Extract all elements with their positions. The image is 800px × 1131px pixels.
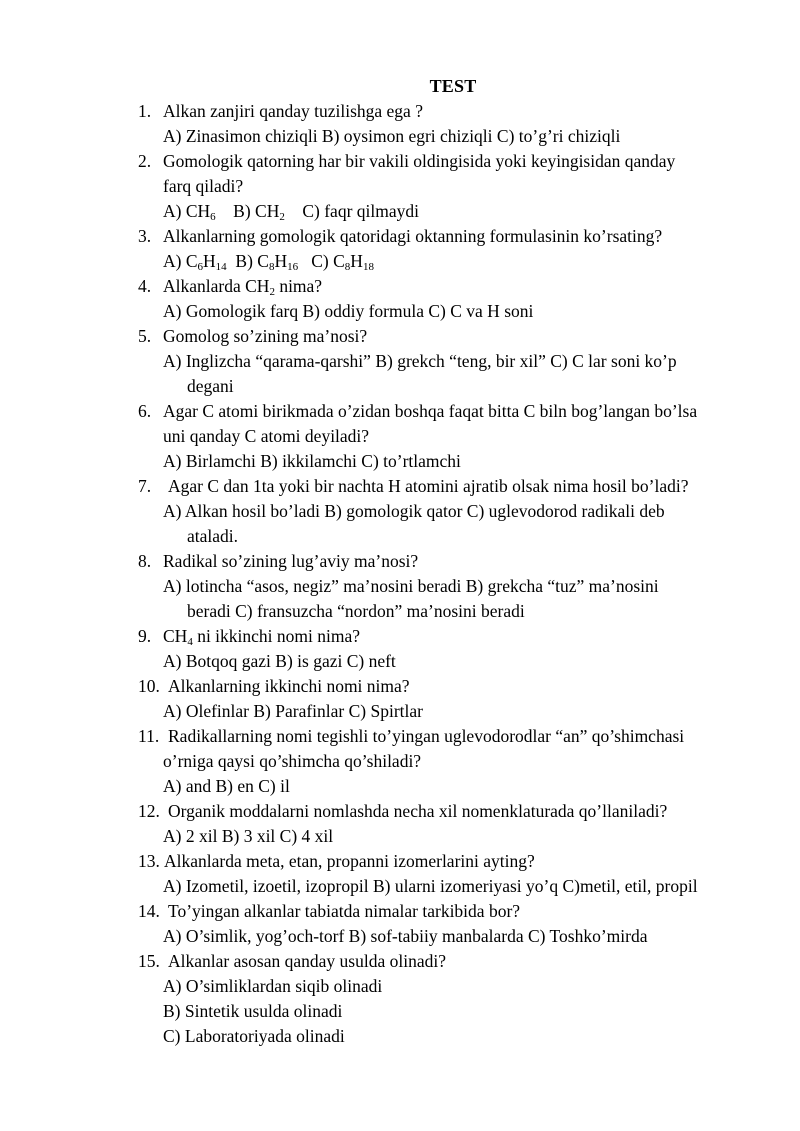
question-text: To’yingan alkanlar tabiatda nimalar tarkibida bor? (168, 901, 521, 921)
answer-options: A) lotincha “asos, negiz” ma’nosini beradi B) grekcha “tuz” ma’nosini (163, 576, 659, 596)
question-text: Organik moddalarni nomlashda necha xil nomenklaturada qo’llaniladi? (168, 801, 668, 821)
question-number: 13. (138, 851, 160, 871)
answer-options-continued: ataladi. (187, 526, 239, 546)
question-number: 2. (138, 151, 152, 171)
answer-options: A) Inglizcha “qarama-qarshi” B) grekch “teng, bir xil” C) C lar soni ko’p (163, 351, 677, 371)
formula-subscript: 2 (269, 286, 275, 298)
answer-options: A) Gomologik farq B) oddiy formula C) C va H soni (163, 301, 534, 321)
question-text-continued: o’rniga qaysi qo’shimcha qo’shiladi? (163, 751, 422, 771)
question-text: Alkanlarda meta, etan, propanni izomerlarini ayting? (164, 851, 535, 871)
question-number: 15. (138, 951, 160, 971)
question-number: 7. (138, 476, 152, 496)
formula-subscript: 4 (187, 636, 193, 648)
answer-options: A) O’simlik, yog’och-torf B) sof-tabiiy manbalarda C) Toshko’mirda (163, 926, 648, 946)
answer-options (163, 201, 419, 221)
question-number: 3. (138, 226, 152, 246)
question-number: 10. (138, 676, 160, 696)
formula-text: A) C (163, 251, 198, 271)
formula-text: A) CH (163, 201, 211, 221)
question-text: Gomolog so’zining ma’nosi? (163, 326, 368, 346)
formula-text: B) CH (233, 201, 280, 221)
answer-options: A) Alkan hosil bo’ladi B) gomologik qator C) uglevodorod radikali deb (163, 501, 665, 521)
answer-options: A) Olefinlar B) Parafinlar C) Spirtlar (163, 701, 423, 721)
formula-text: H (274, 251, 288, 271)
question-number: 1. (138, 101, 152, 121)
answer-options: A) Zinasimon chiziqli B) oysimon egri chiziqli C) to’g’ri chiziqli (163, 126, 621, 146)
question-text: Radikal so’zining lug’aviy ma’nosi? (163, 551, 419, 571)
formula-subscript: 8 (268, 261, 275, 273)
answer-options: A) 2 xil B) 3 xil C) 4 xil (163, 826, 334, 846)
answer-options-continued: beradi C) fransuzcha “nordon” ma’nosini beradi (187, 601, 525, 621)
formula-text: B) C (235, 251, 269, 271)
answer-b (233, 201, 285, 221)
answer-c: C) Laboratoriyada olinadi (163, 1026, 345, 1046)
answer-a (163, 251, 227, 271)
formula-subscript: 8 (344, 261, 351, 273)
question-text: Agar C dan 1ta yoki bir nachta H atomini ajratib olsak nima hosil bo’ladi? (168, 476, 689, 496)
answer-a (163, 201, 216, 221)
answer-b (235, 251, 298, 271)
question-number: 11. (138, 726, 160, 746)
question-text: Gomologik qatorning har bir vakili oldingisida yoki keyingisidan qanday (163, 151, 676, 171)
answer-c (311, 251, 374, 271)
question-number: 8. (138, 551, 152, 571)
answer-options: A) Botqoq gazi B) is gazi C) neft (163, 651, 396, 671)
question-number: 6. (138, 401, 152, 421)
question-text: Alkanlarning gomologik qatoridagi oktanning formulasinin ko’rsating? (163, 226, 663, 246)
formula-text: H (203, 251, 216, 271)
question-number: 14. (138, 901, 160, 921)
question-text (163, 626, 360, 646)
question-text-continued: uni qanday C atomi deyiladi? (163, 426, 370, 446)
answer-options-continued: degani (187, 376, 234, 396)
formula-subscript: 16 (287, 261, 299, 273)
question-text-part: Alkanlarda CH (163, 276, 270, 296)
answer-options: A) Izometil, izoetil, izopropil B) ularni izomeriyasi yo’q C)metil, etil, propil (163, 876, 698, 896)
answer-b: B) Sintetik usulda olinadi (163, 1001, 343, 1021)
question-text: Alkan zanjiri qanday tuzilishga ega ? (163, 101, 423, 121)
question-number: 4. (138, 276, 152, 296)
question-text (163, 276, 322, 296)
answer-c: C) faqr qilmaydi (302, 201, 419, 221)
question-number: 5. (138, 326, 152, 346)
formula-subscript: 6 (197, 261, 204, 273)
question-text-part: ni ikkinchi nomi nima? (192, 626, 361, 646)
question-text-continued: farq qiladi? (163, 176, 244, 196)
answer-options: A) and B) en C) il (163, 776, 290, 796)
formula-text: C) C (311, 251, 345, 271)
formula-subscript: 18 (362, 261, 374, 273)
question-text: Alkanlar asosan qanday usulda olinadi? (168, 951, 446, 971)
question-number: 12. (138, 801, 160, 821)
question-text-part: CH (163, 626, 188, 646)
question-text-part: nima? (274, 276, 323, 296)
question-text: Radikallarning nomi tegishli to’yingan uglevodorodlar “an” qo’shimchasi (168, 726, 685, 746)
question-text: Agar C atomi birikmada o’zidan boshqa faqat bitta C biln bog’langan bo’lsa (163, 401, 698, 421)
question-text: Alkanlarning ikkinchi nomi nima? (168, 676, 410, 696)
formula-subscript: 6 (210, 211, 216, 223)
answer-options (163, 251, 374, 271)
answer-options: A) Birlamchi B) ikkilamchi C) to’rtlamchi (163, 451, 461, 471)
formula-subscript: 2 (279, 211, 285, 223)
question-number: 9. (138, 626, 152, 646)
formula-subscript: 14 (215, 261, 227, 273)
page-title: TEST (429, 76, 477, 96)
answer-a: A) O’simliklardan siqib olinadi (163, 976, 383, 996)
formula-text: H (350, 251, 363, 271)
